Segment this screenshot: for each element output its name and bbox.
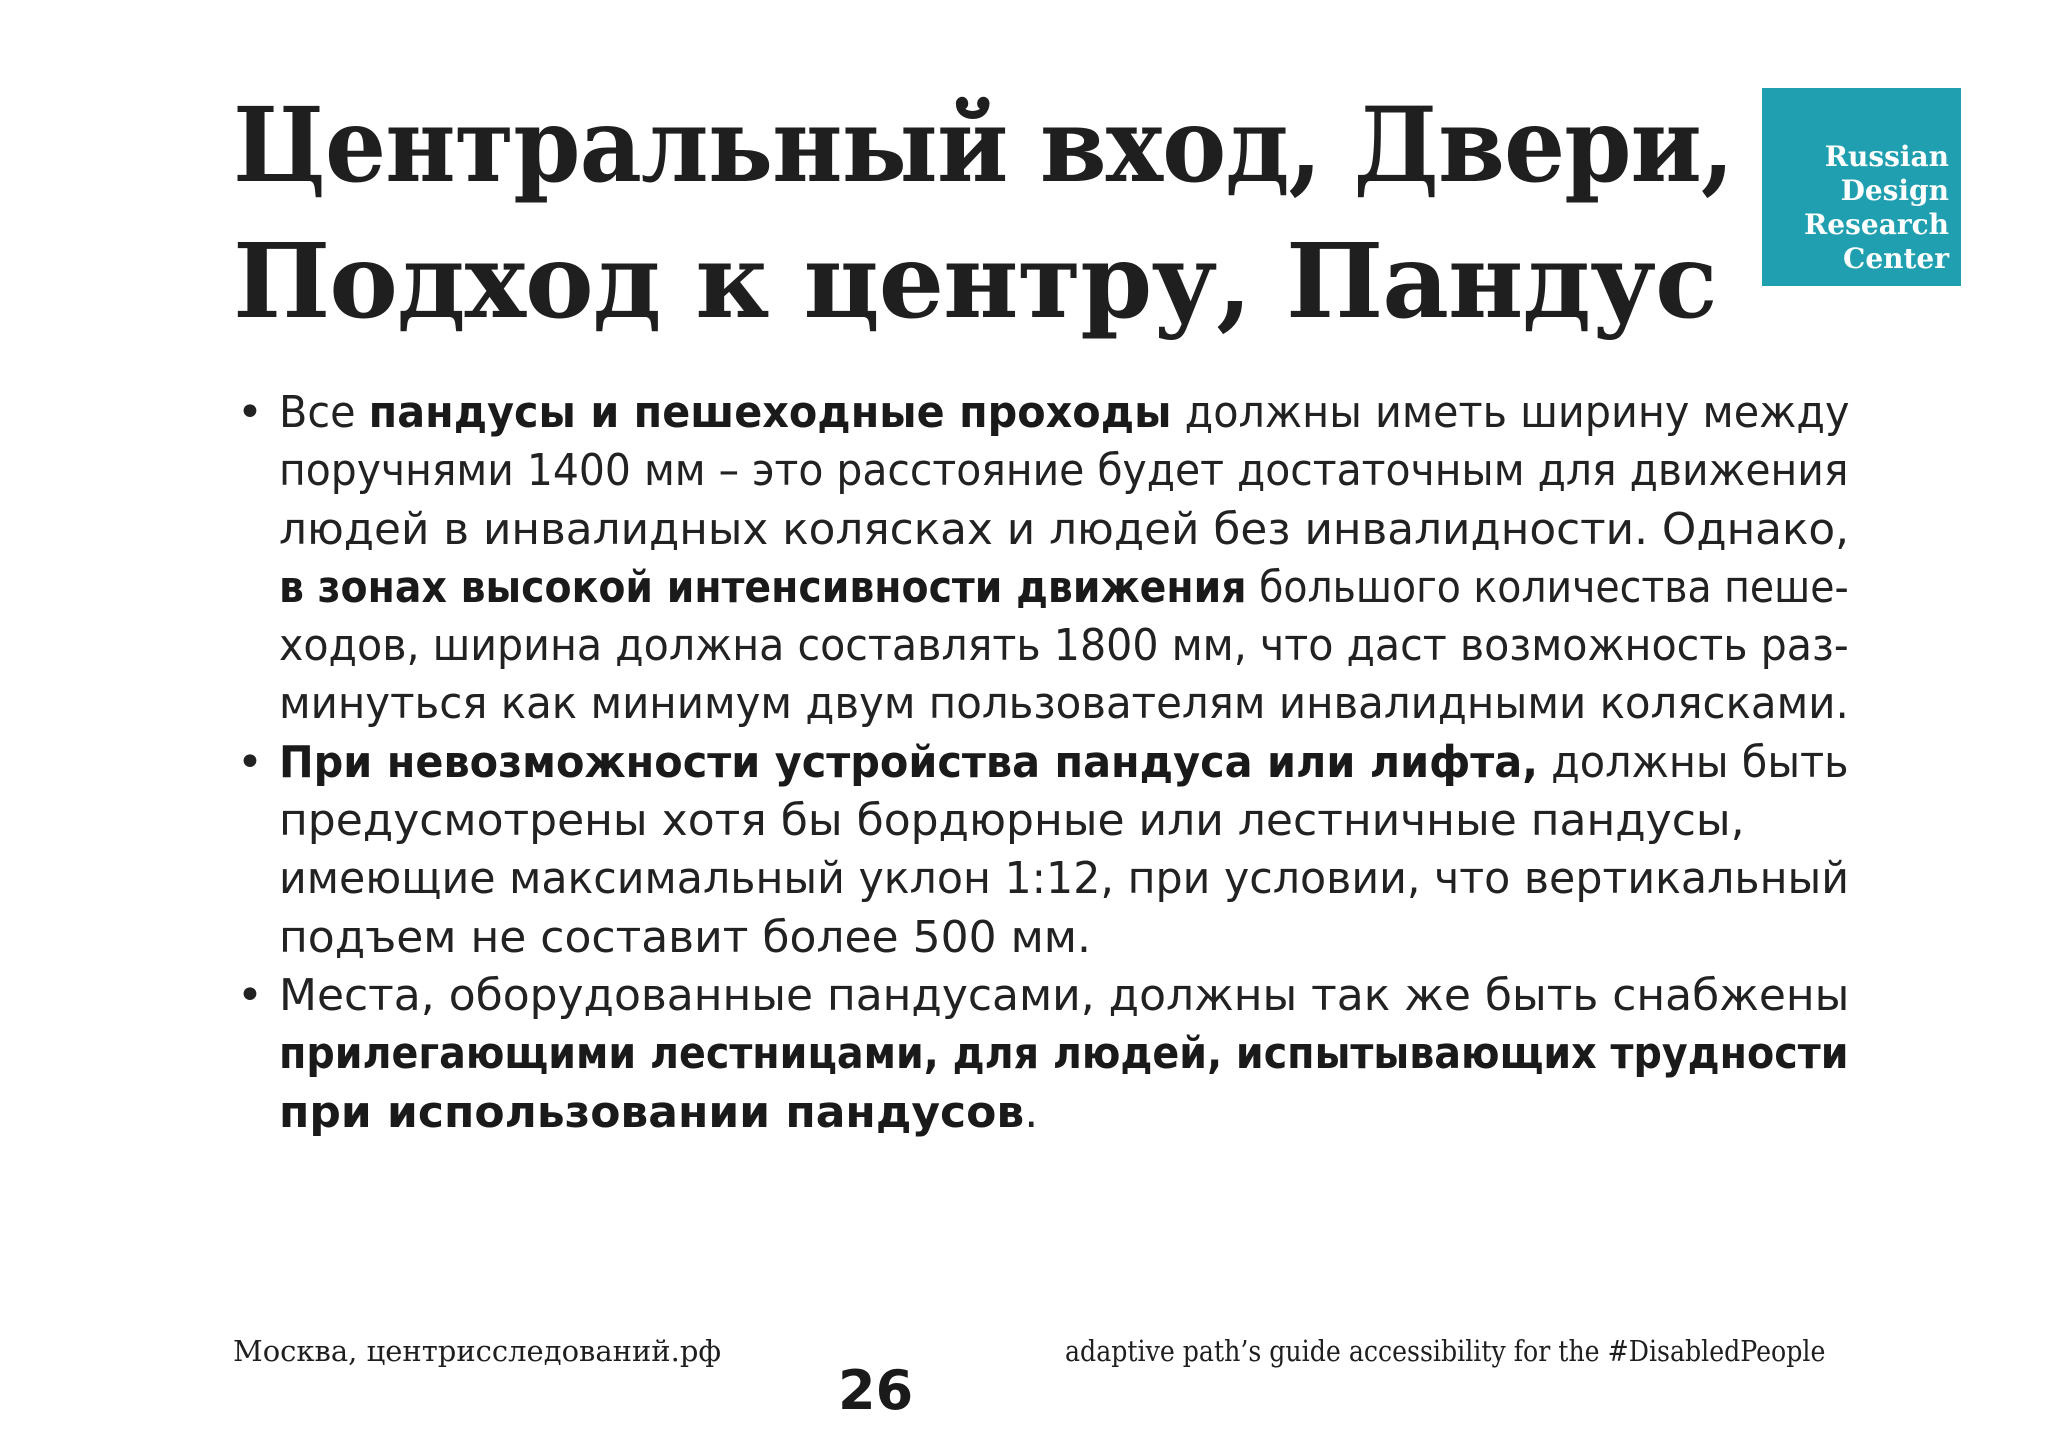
- text-run: предусмотрены хотя бы бордюрные или лестничные пандусы,: [279, 795, 1745, 847]
- text-run: подъем не составит более 500 мм.: [279, 911, 1091, 963]
- page-title: [233, 78, 1733, 350]
- text-line: [279, 501, 1853, 559]
- bullet-item-adjacent-stairs: [233, 967, 1853, 1142]
- bullet-marker: •: [237, 969, 263, 1021]
- bullet-marker: •: [237, 736, 263, 788]
- bold-text-run: в зонах высокой интенсивности движения: [279, 561, 1247, 613]
- footer-location: Москва, центрисследований.рф: [233, 1334, 722, 1368]
- logo-line-1: Russian: [1824, 140, 1949, 173]
- text-run: большого количества пеше-: [1246, 561, 1849, 613]
- text-line: [279, 1084, 1853, 1142]
- text-run: людей в инвалидных колясках и людей без инвалидности. Однако,: [279, 503, 1850, 555]
- page-title-line-2: Подход к центру, Пандус: [233, 221, 1717, 342]
- page-title-line-1: Центральный вход, Двери,: [233, 85, 1734, 206]
- text-line: [279, 850, 1853, 908]
- text-run: имеющие максимальный уклон 1:12, при условии, что вертикальный: [279, 853, 1849, 905]
- bold-text-run: При невозможности устройства пандуса или лифта,: [279, 736, 1538, 788]
- text-run: .: [1024, 1086, 1039, 1138]
- text-run: Все: [279, 387, 369, 438]
- bullet-list: [233, 384, 1853, 1142]
- text-line: [279, 1025, 1853, 1083]
- bullet-item-curb-ramps: [233, 734, 1853, 967]
- text-run: поручнями 1400 мм – это расстояние будет достаточным для движения: [279, 445, 1849, 497]
- text-run: ходов, ширина должна составлять 1800 мм, что даст возможность раз-: [279, 620, 1849, 672]
- bold-text-run: при использовании пандусов: [279, 1086, 1025, 1138]
- bold-text-run: пандусы и пешеходные проходы: [368, 387, 1172, 438]
- text-line: [279, 734, 1853, 792]
- logo-line-2: Design: [1840, 174, 1949, 207]
- logo-line-3: Research: [1804, 208, 1949, 241]
- text-line: [279, 967, 1853, 1025]
- text-line: [279, 909, 1853, 967]
- bold-text-run: прилегающими лестницами, для людей, испытывающих трудности: [279, 1028, 1849, 1080]
- bullet-marker: •: [237, 387, 263, 438]
- bullet-item-ramp-width: [233, 384, 1853, 734]
- text-line: [279, 792, 1853, 850]
- logo-line-4: Center: [1843, 242, 1949, 275]
- text-run: Места, оборудованные пандусами, должны так же быть снабжены: [279, 969, 1850, 1021]
- text-run: должны быть: [1537, 736, 1849, 788]
- text-line: [279, 442, 1853, 500]
- text-line: [279, 384, 1853, 442]
- footer-guide-title: adaptive path’s guide accessibility for the #DisabledPeople: [1064, 1334, 1825, 1368]
- text-line: [279, 675, 1853, 733]
- page-number: 26: [838, 1359, 914, 1422]
- text-run: должны иметь ширину между: [1171, 387, 1850, 438]
- text-line: [279, 559, 1853, 617]
- text-run: минуться как минимум двум пользователям инвалидными колясками.: [279, 678, 1849, 730]
- text-line: [279, 617, 1853, 675]
- rdrc-logo: [1762, 88, 1961, 286]
